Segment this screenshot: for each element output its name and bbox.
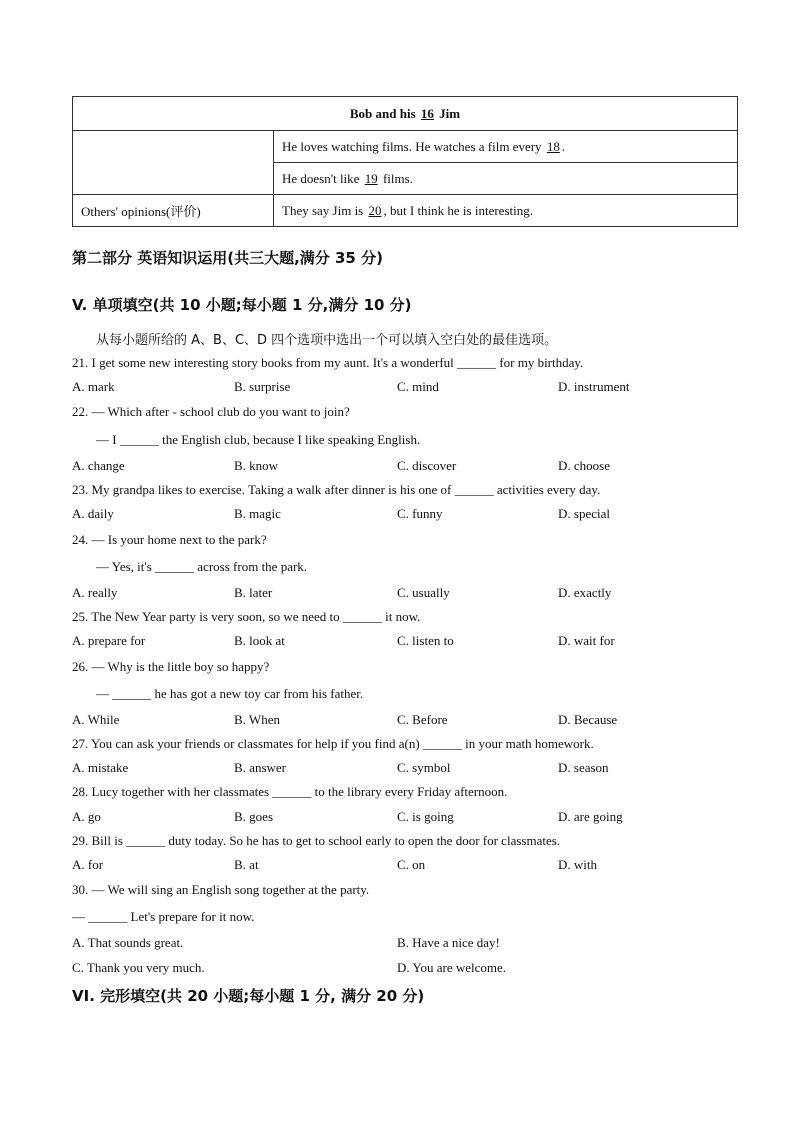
- cell-text: They say Jim is: [282, 202, 367, 218]
- table-row: [73, 97, 738, 131]
- table-cell-label: Others' opinions(评价): [73, 195, 274, 227]
- option-d: D. wait for: [558, 633, 615, 648]
- table-cell: [274, 131, 738, 163]
- option-b: B. magic: [234, 506, 281, 521]
- cell-text: He loves watching films. He watches a film every: [282, 138, 545, 154]
- question-30: 30. — We will sing an English song together at the party.: [72, 882, 370, 897]
- option-b: B. surprise: [234, 379, 291, 394]
- option-a: A. for: [72, 857, 104, 872]
- question-26: 26. — Why is the little boy so happy?: [72, 659, 270, 674]
- cell-text-end: .: [561, 138, 566, 154]
- option-c: C. on: [397, 857, 426, 872]
- option-b: B. Have a nice day!: [397, 935, 500, 950]
- option-a: A. change: [72, 458, 125, 473]
- option-b: B. later: [234, 585, 273, 600]
- question-23: 23. My grandpa likes to exercise. Taking a walk after dinner is his one of ______ activities every day.: [72, 482, 601, 497]
- blank-18: 18: [546, 138, 560, 154]
- table-cell-empty: [73, 131, 274, 195]
- option-a: A. mistake: [72, 760, 129, 775]
- blank-20: 20: [368, 202, 382, 218]
- question-22-reply: — I ______ the English club, because I like speaking English.: [96, 432, 421, 447]
- table-title: [73, 97, 738, 131]
- option-b: B. look at: [234, 633, 285, 648]
- question-30-reply: — ______ Let's prepare for it now.: [72, 909, 255, 924]
- cell-text-end: films.: [379, 170, 413, 186]
- option-c: C. is going: [397, 809, 454, 824]
- blank-16: 16: [420, 105, 434, 121]
- option-d: D. You are welcome.: [397, 960, 507, 975]
- cell-text-end: , but I think he is interesting.: [383, 202, 533, 218]
- option-c: C. symbol: [397, 760, 451, 775]
- section-heading-vi: VI. 完形填空(共 20 小题;每小题 1 分, 满分 20 分): [72, 987, 425, 1005]
- question-24: 24. — Is your home next to the park?: [72, 532, 267, 547]
- option-c: C. Before: [397, 712, 448, 727]
- option-d: D. instrument: [558, 379, 630, 394]
- table-cell: [274, 195, 738, 227]
- question-21: 21. I get some new interesting story books from my aunt. It's a wonderful ______ for my birthday.: [72, 355, 584, 370]
- question-28: 28. Lucy together with her classmates ______ to the library every Friday afternoon.: [72, 784, 508, 799]
- option-a: A. While: [72, 712, 120, 727]
- blank-19: 19: [364, 170, 378, 186]
- table-row: [73, 195, 738, 227]
- option-c: C. listen to: [397, 633, 454, 648]
- info-table: [72, 96, 738, 227]
- question-27: 27. You can ask your friends or classmates for help if you find a(n) ______ in your math homework.: [72, 736, 594, 751]
- table-row: [73, 131, 738, 163]
- option-a: A. daily: [72, 506, 114, 521]
- option-d: D. with: [558, 857, 597, 872]
- option-c: C. Thank you very much.: [72, 960, 205, 975]
- cell-text: He doesn't like: [282, 170, 363, 186]
- title-text-end: Jim: [435, 105, 461, 121]
- instruction-text: 从每小题所给的 A、B、C、D 四个选项中选出一个可以填入空白处的最佳选项。: [96, 333, 558, 348]
- table-cell: [274, 163, 738, 195]
- option-c: C. funny: [397, 506, 443, 521]
- option-c: C. mind: [397, 379, 439, 394]
- option-d: D. special: [558, 506, 610, 521]
- option-b: B. goes: [234, 809, 273, 824]
- option-b: B. answer: [234, 760, 286, 775]
- option-a: A. really: [72, 585, 118, 600]
- option-d: D. choose: [558, 458, 610, 473]
- title-text: Bob and his: [349, 105, 419, 121]
- option-a: A. go: [72, 809, 101, 824]
- option-b: B. at: [234, 857, 259, 872]
- question-22: 22. — Which after - school club do you want to join?: [72, 404, 350, 419]
- question-26-reply: — ______ he has got a new toy car from his father.: [96, 686, 364, 701]
- option-c: C. discover: [397, 458, 457, 473]
- option-a: A. mark: [72, 379, 115, 394]
- option-b: B. know: [234, 458, 279, 473]
- question-24-reply: — Yes, it's ______ across from the park.: [96, 559, 308, 574]
- option-b: B. When: [234, 712, 280, 727]
- option-a: A. prepare for: [72, 633, 146, 648]
- section-heading-v: V. 单项填空(共 10 小题;每小题 1 分,满分 10 分): [72, 296, 412, 314]
- question-25: 25. The New Year party is very soon, so we need to ______ it now.: [72, 609, 421, 624]
- option-d: D. Because: [558, 712, 618, 727]
- option-d: D. season: [558, 760, 609, 775]
- option-d: D. exactly: [558, 585, 612, 600]
- option-a: A. That sounds great.: [72, 935, 184, 950]
- question-29: 29. Bill is ______ duty today. So he has to get to school early to open the door for classmates.: [72, 833, 561, 848]
- part-heading: 第二部分 英语知识运用(共三大题,满分 35 分): [72, 249, 383, 267]
- option-c: C. usually: [397, 585, 450, 600]
- option-d: D. are going: [558, 809, 623, 824]
